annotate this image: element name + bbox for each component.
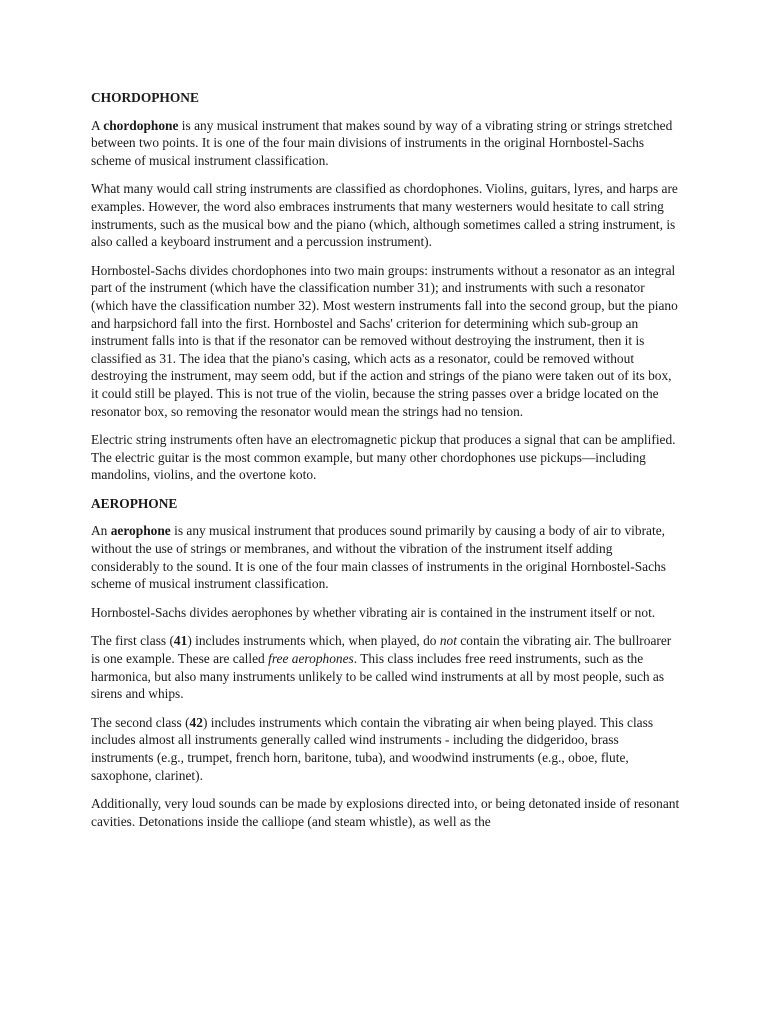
aerophone-paragraph-3 bbox=[91, 632, 681, 702]
text-run: is any musical instrument that produces sound primarily by causing a body of air to vibrate, without the use of strings or membranes, and without the vibration of the instrument itself adding considerably to the sound. It is one of the four main classes of instruments in the original Hornbostel-Sachs scheme of musical instrument classification. bbox=[91, 523, 666, 592]
aerophone-heading: AEROPHONE bbox=[91, 495, 178, 511]
term-chordophone: chordophone bbox=[103, 117, 179, 133]
class-number-42: 42 bbox=[189, 714, 203, 730]
chordophone-heading: CHORDOPHONE bbox=[91, 90, 199, 105]
term-free-aerophones: free aerophones bbox=[268, 651, 354, 667]
text-run: A bbox=[91, 117, 104, 133]
aerophone-paragraph-4 bbox=[91, 714, 681, 784]
text-run: contain the vibrating air. The bullroarer is one example. These are called bbox=[91, 633, 672, 667]
text-run: is any musical instrument that makes sound by way of a vibrating string or strings stretched between two points. It is one of the four main divisions of instruments in the original Hornbostel-Sachs scheme of musical instrument classification. bbox=[91, 117, 673, 168]
text-run: The first class ( bbox=[91, 633, 174, 649]
class-number-41: 41 bbox=[173, 633, 188, 649]
text-run: ) includes instruments which, when played, do bbox=[187, 633, 440, 649]
chordophone-paragraph-1 bbox=[91, 117, 681, 170]
text-run: The second class ( bbox=[91, 714, 190, 730]
chordophone-paragraph-3: Hornbostel-Sachs divides chordophones into two main groups: instruments without a resonator as an integral part of the instrument (which have the classification number 31); and instruments with such a resonator (which have the classification number 32). Most western instruments fall into the second group, but the piano and harpsichord fall into the first. Hornbostel and Sachs' criterion for determining which sub-group an instrument falls into is that if the resonator can be removed without destroying the instrument, then it is classified as 31. The idea that the piano's casing, which acts as a resonator, could be removed without destroying the instrument, may seem odd, but if the action and strings of the piano were taken out of its box, it could still be played. This is not true of the violin, because the string passes over a bridge located on the resonator box, so removing the resonator would mean the strings had no tension. bbox=[91, 262, 678, 419]
document-page bbox=[91, 89, 681, 841]
text-run: ) includes instruments which contain the vibrating air when being played. This class includes almost all instruments generally called wind instruments - including the didgeridoo, brass instruments (e.g., trumpet, french horn, baritone, tuba), and woodwind instruments (e.g., oboe, flute, saxophone, clarinet). bbox=[91, 714, 654, 783]
term-aerophone: aerophone bbox=[110, 523, 171, 539]
text-run: . This class includes free reed instruments, such as the harmonica, but also many instruments unlikely to be called wind instruments at all by most people, such as sirens and whips. bbox=[91, 651, 665, 702]
aerophone-paragraph-2: Hornbostel-Sachs divides aerophones by whether vibrating air is contained in the instrument itself or not. bbox=[91, 604, 656, 620]
chordophone-paragraph-2: What many would call string instruments are classified as chordophones. Violins, guitars, lyres, and harps are examples. However, the word also embraces instruments that many westerners would hesitate to call string instruments, such as the musical bow and the piano (which, although sometimes called a string instrument, is also called a keyboard instrument and a percussion instrument). bbox=[91, 181, 678, 250]
text-run: An bbox=[91, 523, 111, 539]
aerophone-paragraph-1 bbox=[91, 522, 681, 592]
emphasis-not: not bbox=[439, 633, 457, 649]
chordophone-paragraph-4: Electric string instruments often have an electromagnetic pickup that produces a signal that can be amplified. The electric guitar is the most common example, but many other chordophones use pickups—including mandolins, violins, and the overtone koto. bbox=[91, 432, 676, 483]
aerophone-paragraph-5: Additionally, very loud sounds can be made by explosions directed into, or being detonated inside of resonant cavities. Detonations inside the calliope (and steam whistle), as well as the bbox=[91, 796, 680, 829]
